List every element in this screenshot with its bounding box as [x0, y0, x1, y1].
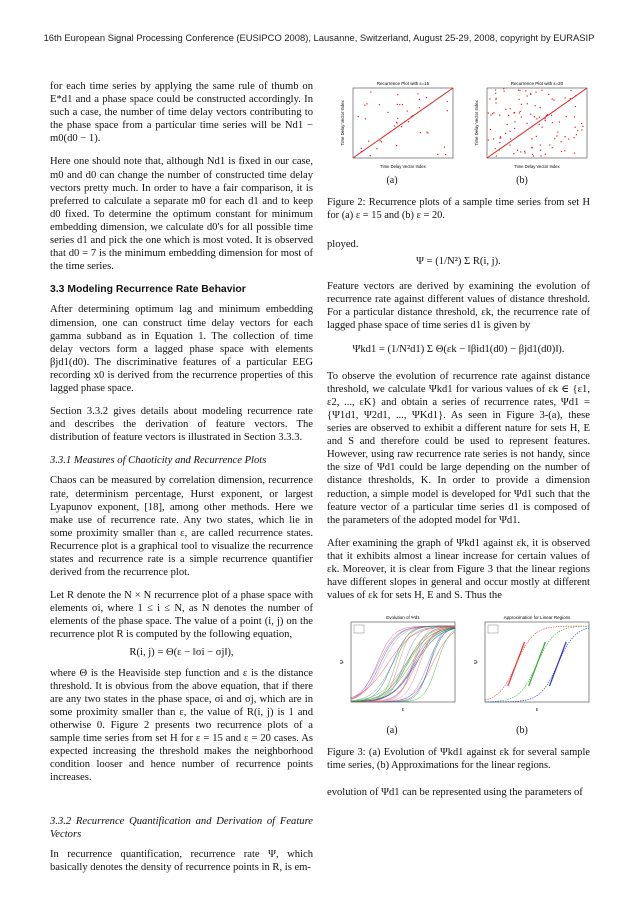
x-axis-label: Time Delay Vector Index [380, 164, 426, 169]
recurrence-point [426, 97, 427, 98]
recurrence-point [559, 121, 560, 122]
paragraph: After examining the graph of Ψkd1 against εk, it is observed that it exhibits almost a linear increase for certain values of εk. Moreover, it is clear from Figure 3 that the linear regions have different slopes in general and occur mostly at different values of εk for sets H, E and S. Thus the [327, 537, 590, 602]
recurrence-point [541, 90, 542, 91]
recurrence-point [553, 99, 554, 100]
recurrence-point [534, 116, 535, 117]
recurrence-point [552, 98, 553, 99]
figure-2 [327, 76, 590, 188]
recurrence-point [397, 104, 398, 105]
recurrence-point [495, 89, 496, 90]
recurrence-point [505, 109, 506, 110]
left-column [50, 80, 313, 884]
y-axis-label: Time Delay Vector Index [474, 100, 479, 146]
recurrence-point [544, 118, 545, 119]
recurrence-point [419, 107, 420, 108]
recurrence-point [527, 95, 528, 96]
recurrence-point [570, 98, 571, 99]
legend-box [354, 625, 364, 633]
recurrence-point [532, 154, 533, 155]
recurrence-point [445, 154, 446, 155]
recurrence-point [545, 120, 546, 121]
recurrence-point [535, 92, 536, 93]
recurrence-point [518, 99, 519, 100]
subsection-heading: 3.3.2 Recurrence Quantification and Derivation of Feature Vectors [50, 815, 313, 840]
recurrence-point [530, 94, 531, 95]
recurrence-point [552, 147, 553, 148]
recurrence-point [394, 125, 395, 126]
recurrence-point [539, 124, 540, 125]
recurrence-point [552, 122, 553, 123]
recurrence-point [493, 138, 494, 139]
recurrence-point [490, 129, 491, 130]
recurrence-point [533, 155, 534, 156]
recurrence-point [510, 144, 511, 145]
recurrence-point [524, 151, 525, 152]
plot-title: Recurrence Plot with ε=20 [510, 81, 564, 86]
recurrence-point [495, 102, 496, 103]
recurrence-point [540, 107, 541, 108]
recurrence-point [376, 148, 377, 149]
recurrence-point [574, 116, 575, 117]
paragraph: Here one should note that, although Nd1 is fixed in our case, m0 and d0 can change the number of constructed time delay vectors pretty much. In order to have a fair comparison, it is preferred to calculate a separate m0 for each d1 and to keep d0 fixed. To determine the optimum constant for minimum embedding dimension, we calculate d0's for all possible time series d1 and pick the one which is most voted. It is observed that d0 = 7 is the minimum embedding dimension for most of the time series. [50, 156, 313, 273]
recurrence-point [365, 118, 366, 119]
recurrence-point [495, 93, 496, 94]
recurrence-point [396, 122, 397, 123]
recurrence-point [507, 124, 508, 125]
x-axis-label: Time Delay Vector Index [514, 164, 560, 169]
recurrence-point [412, 115, 413, 116]
recurrence-point [508, 115, 509, 116]
recurrence-point [496, 98, 497, 99]
recurrence-point [573, 137, 574, 138]
recurrence-point [524, 152, 525, 153]
recurrence-point [564, 136, 565, 137]
recurrence-point [520, 151, 521, 152]
recurrence-point [557, 131, 558, 132]
recurrence-point [581, 129, 582, 130]
recurrence-point [427, 132, 428, 133]
figure-2-plots [327, 76, 590, 176]
recurrence-point [488, 112, 489, 113]
figure-caption: Figure 2: Recurrence plots of a sample time series from set H for (a) ε = 15 and (b) ε = 20. [327, 197, 590, 221]
recurrence-point [575, 95, 576, 96]
recurrence-point [554, 138, 555, 139]
recurrence-point [499, 149, 500, 150]
recurrence-point [401, 126, 402, 127]
recurrence-point [568, 100, 569, 101]
recurrence-point [396, 145, 397, 146]
recurrence-point [437, 154, 438, 155]
recurrence-point [545, 154, 546, 155]
recurrence-point [408, 121, 409, 122]
paragraph: evolution of Ψd1 can be represented using the parameters of [327, 787, 583, 799]
recurrence-point [539, 117, 540, 118]
recurrence-point [387, 112, 388, 113]
recurrence-point [503, 88, 504, 89]
recurrence-point [582, 126, 583, 127]
equation: Ψ = (1/N²) Σ R(i, j). [416, 256, 501, 268]
recurrence-point [505, 133, 506, 134]
recurrence-point [526, 123, 527, 124]
recurrence-point [577, 130, 578, 131]
recurrence-point [504, 91, 505, 92]
paragraph: where Θ is the Heaviside step function and ε is the distance threshold. It is obvious from the above equation, that if there are any two states in the phase space, σi and σj, which are in some proximity smaller than ε, the value of R(i, j) is 1 and otherwise 0. Figure 2 presents two recurrence plots of a sample time series from set H for ε = 15 and ε = 20 cases. As expected increasing the threshold makes the neighborhood condition looser and hence number of recurrence points increases. [50, 667, 313, 784]
recurrence-point [536, 136, 537, 137]
plot-frame [485, 622, 589, 702]
recurrence-point [496, 155, 497, 156]
recurrence-point [517, 150, 518, 151]
recurrence-point [495, 148, 496, 149]
recurrence-point [411, 116, 412, 117]
recurrence-point [570, 90, 571, 91]
recurrence-point [495, 99, 496, 100]
recurrence-point [510, 131, 511, 132]
recurrence-point [379, 104, 380, 105]
recurrence-point [364, 105, 365, 106]
recurrence-point [417, 93, 418, 94]
recurrence-point [397, 94, 398, 95]
recurrence-point [542, 127, 543, 128]
recurrence-point [510, 108, 511, 109]
recurrence-point [426, 132, 427, 133]
section-heading: 3.3 Modeling Recurrence Rate Behavior [50, 284, 246, 296]
recurrence-point [379, 140, 380, 141]
recurrence-point [549, 144, 550, 145]
recurrence-point [519, 90, 520, 91]
subsection-heading: 3.3.1 Measures of Chaoticity and Recurrence Plots [50, 455, 267, 467]
paragraph: Let R denote the N × N recurrence plot of a phase space with elements σi, where 1 ≤ i ≤ N, as N denotes the number of elements of the phase space. The value of a point (i, j) on the recurrence plot R is computed by the following equation, [50, 590, 313, 641]
recurrence-point [520, 111, 521, 112]
recurrence-point [488, 139, 489, 140]
recurrence-point [510, 138, 511, 139]
y-axis-label: Ψ [340, 660, 346, 665]
recurrence-point [500, 136, 501, 137]
y-axis-label: Time Delay Vector Index [340, 100, 345, 146]
recurrence-point [521, 116, 522, 117]
recurrence-point [576, 134, 577, 135]
recurrence-point [407, 110, 408, 111]
recurrence-point [514, 121, 515, 122]
y-axis-label: Ψ [474, 660, 480, 665]
paragraph: Feature vectors are derived by examining the evolution of recurrence rate against different values of distance threshold. For a particular distance threshold, εk, the recurrence rate of lagged phase space of time series d1 is given by [327, 281, 590, 332]
recurrence-point [519, 112, 520, 113]
recurrence-point [514, 112, 515, 113]
panel-label: (a) [386, 725, 398, 737]
plot-title: Recurrence Plot with ε=15 [376, 81, 430, 86]
equation: Ψkd1 = (1/N²d1) Σ Θ(εk − ‖βid1(d0) − βjd1(d0)‖). [352, 343, 565, 355]
paragraph: Section 3.3.2 gives details about modeling recurrence rate and describes the derivation of feature vectors. The distribution of feature vectors is illustrated in Section 3.3.3. [50, 406, 313, 444]
x-axis-label: ε [535, 707, 539, 714]
recurrence-point [397, 118, 398, 119]
recurrence-point [493, 112, 494, 113]
recurrence-point [548, 94, 549, 95]
recurrence-point [575, 106, 576, 107]
paragraph: To observe the evolution of recurrence rate against distance threshold, we calculate Ψkd1 for various values of εk ∈ {ε1, ε2, ..., εK} and obtain a series of recurrence rates, Ψd1 = {Ψ1d1, Ψ2d1, ..., ΨKd1}. As seen in Figure 3-(a), these series are observed to exhibit a different nature for sets H, E and S and therefore could be used to represent features. However, using raw recurrence rate series is not handy, since the size of Ψd1 could be large depending on the number of distance thresholds, K. In order to provide a dimension reduction, a simple model is developed for Ψd1 such that the feature vector of a particular time series d1 is composed of the parameters of the adopted model for Ψd1. [327, 370, 590, 526]
recurrence-point [419, 99, 420, 100]
right-column [327, 76, 590, 809]
recurrence-point [447, 110, 448, 111]
legend-box [488, 625, 498, 633]
recurrence-point [531, 147, 532, 148]
panel-label: (a) [386, 175, 398, 186]
recurrence-point [368, 141, 369, 142]
recurrence-point [500, 137, 501, 138]
paragraph: Chaos can be measured by correlation dimension, recurrence rate, determinism percentage, Hurst exponent, or largest Lyapunov exponent, [18], among other methods. Here we make use of recurrence rate. Any two states, which lie in some proximity smaller than ε, are called recurrence states. Recurrence plot is a graphical tool to visualize the recurrence states and recurrence rate is a simple recurrence quantifier derived from the recurrence plot. [50, 475, 313, 579]
recurrence-point [399, 104, 400, 105]
recurrence-point [420, 132, 421, 133]
recurrence-point [564, 97, 565, 98]
recurrence-point [361, 148, 362, 149]
recurrence-point [499, 142, 500, 143]
recurrence-point [581, 123, 582, 124]
plot-title: Approximation for Linear Regions [503, 615, 571, 621]
recurrence-point [566, 116, 567, 117]
recurrence-point [525, 90, 526, 91]
recurrence-point [518, 89, 519, 90]
recurrence-point [447, 101, 448, 102]
figure-caption: Figure 3: (a) Evolution of Ψkd1 against εk for several sample time series, (b) Approximations for the linear regions. [327, 747, 590, 772]
recurrence-point [358, 116, 359, 117]
recurrence-point [492, 113, 493, 114]
recurrence-point [564, 150, 565, 151]
panel-label: (b) [516, 725, 528, 737]
recurrence-point [489, 99, 490, 100]
recurrence-point [490, 114, 491, 115]
paragraph: In recurrence quantification, recurrence rate Ψ, which basically denotes the density of recurrence points in R, is em- [50, 848, 313, 873]
recurrence-point [561, 141, 562, 142]
recurrence-point [561, 151, 562, 152]
recurrence-point [568, 139, 569, 140]
recurrence-point [514, 128, 515, 129]
recurrence-point [535, 105, 536, 106]
recurrence-point [370, 91, 371, 92]
recurrence-point [370, 155, 371, 156]
recurrence-point [575, 127, 576, 128]
recurrence-point [530, 114, 531, 115]
recurrence-point [556, 135, 557, 136]
x-axis-label: ε [401, 707, 405, 714]
paragraph: for each time series by applying the same rule of thumb on E*d1 and a phase space could be constructed accordingly. In such a case, the number of time delay vectors contributing to the phase space from a particular time series will be Nd1 − m0(d0 − 1). [50, 81, 313, 145]
recurrence-point [574, 152, 575, 153]
recurrence-point [361, 151, 362, 152]
page-header: 16th European Signal Processing Conference (EUSIPCO 2008), Lausanne, Switzerland, August 25-29, 2008, copyright by EURASIP [43, 32, 595, 43]
equation: R(i, j) = Θ(ε − ‖σi − σj‖), [129, 646, 234, 658]
paragraph: After determining optimum lag and minimum embedding dimension, one can construct time delay vectors for each gamma subband as in Equation 1. The collection of time delay vectors form a lagged phase space with elements βjd1(d0). The discriminative features of a particular EEG recording x0 is derived from the recurrence properties of this lagged phase space. [50, 304, 313, 394]
recurrence-point [402, 104, 403, 105]
recurrence-point [513, 153, 514, 154]
recurrence-point [540, 150, 541, 151]
recurrence-point [540, 155, 541, 156]
figure-3 [327, 612, 590, 740]
recurrence-point [381, 141, 382, 142]
recurrence-point [540, 144, 541, 145]
recurrence-point [547, 114, 548, 115]
recurrence-point [536, 118, 537, 119]
recurrence-point [546, 115, 547, 116]
recurrence-point [444, 147, 445, 148]
figure-3-plots [327, 612, 590, 724]
recurrence-point [527, 103, 528, 104]
recurrence-point [366, 103, 367, 104]
recurrence-point [499, 115, 500, 116]
recurrence-point [551, 115, 552, 116]
recurrence-point [532, 126, 533, 127]
panel-label: (b) [516, 175, 528, 186]
recurrence-point [531, 138, 532, 139]
plot-title: Evolution of Ψd1 [386, 615, 420, 621]
paragraph: ployed. [327, 239, 359, 250]
recurrence-point [521, 104, 522, 105]
